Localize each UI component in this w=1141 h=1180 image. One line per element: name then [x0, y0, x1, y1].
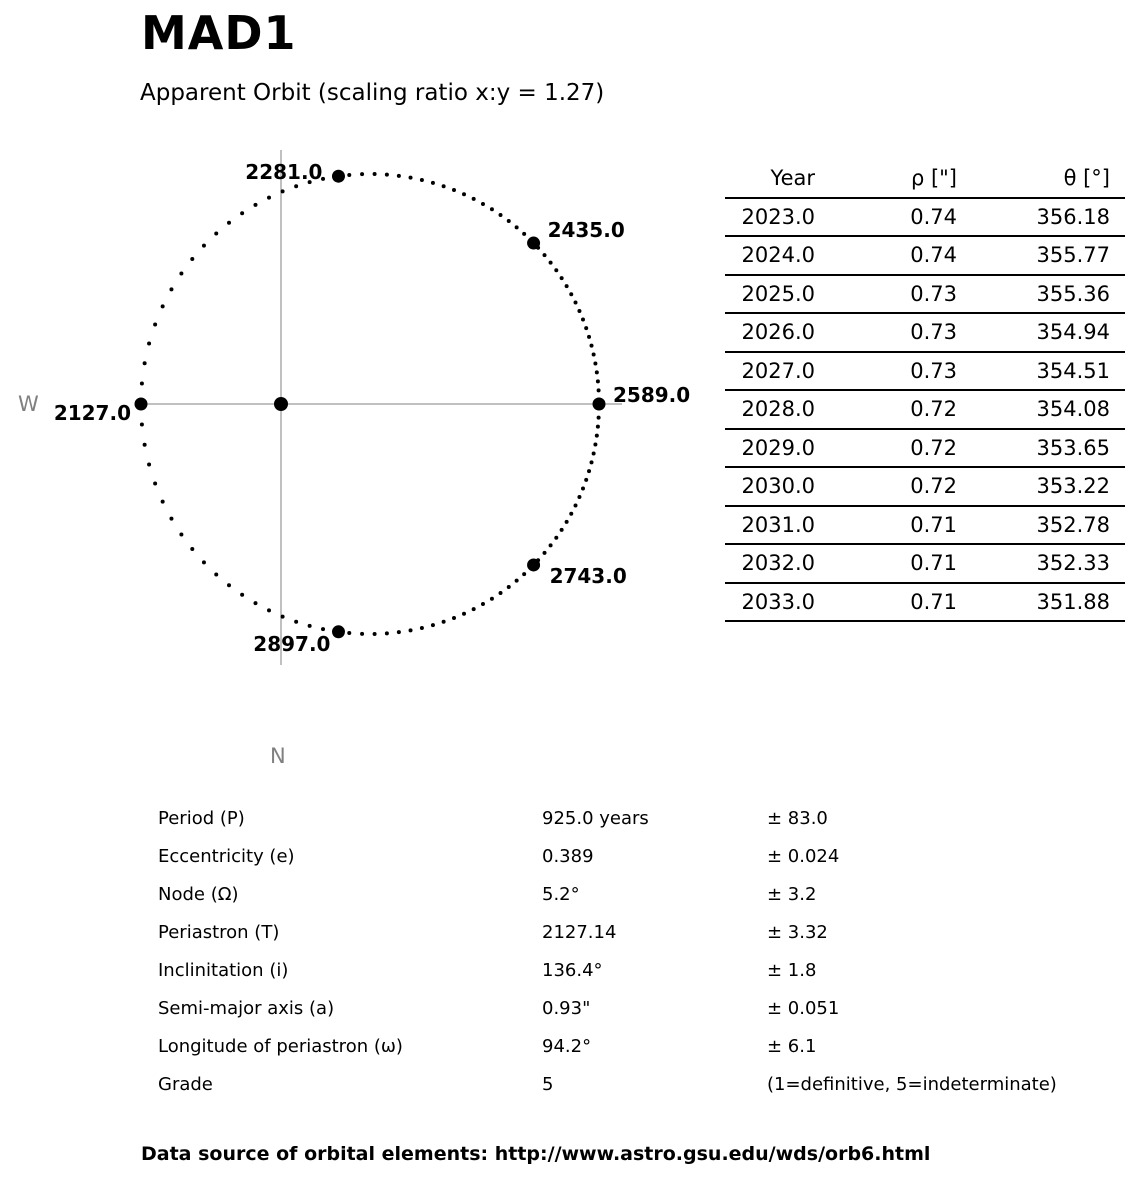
- orbit-dot: [565, 284, 569, 288]
- orbit-dot: [584, 478, 588, 482]
- orbit-dot: [140, 381, 144, 385]
- epoch-label: 2743.0: [549, 563, 627, 588]
- table-cell: 2029.0: [725, 429, 815, 468]
- epoch-dot: [135, 398, 148, 411]
- orbit-dot: [420, 178, 424, 182]
- orbit-dot: [543, 551, 547, 555]
- orbit-dot: [397, 174, 401, 178]
- epoch-dot: [527, 558, 540, 571]
- orbit-dot: [143, 361, 147, 365]
- table-row: [725, 313, 1125, 352]
- orbit-dot: [442, 184, 446, 188]
- orbit-dot: [214, 232, 218, 236]
- element-error: ± 6.1: [767, 1035, 817, 1057]
- orbit-dot: [281, 189, 285, 193]
- element-label: Eccentricity (e): [158, 845, 295, 867]
- orbit-dot: [554, 536, 558, 540]
- element-error: (1=definitive, 5=indeterminate): [767, 1073, 1057, 1095]
- orbit-dot: [592, 451, 596, 455]
- column-header-theta: θ [°]: [957, 160, 1125, 198]
- orbit-dot: [590, 344, 594, 348]
- orbit-dot: [294, 620, 298, 624]
- orbit-dot: [431, 623, 435, 627]
- table-cell: 355.36: [957, 275, 1125, 314]
- orbit-dot: [373, 172, 377, 176]
- table-cell: 354.94: [957, 313, 1125, 352]
- orbit-dot: [499, 591, 503, 595]
- orbit-dot: [161, 500, 165, 504]
- element-label: Inclinitation (i): [158, 959, 289, 981]
- orbit-dot: [214, 572, 218, 576]
- orbit-dot: [597, 416, 601, 420]
- element-value: 5.2°: [542, 883, 580, 905]
- orbit-dot: [587, 469, 591, 473]
- orbit-dot: [574, 503, 578, 507]
- element-value: 94.2°: [542, 1035, 592, 1057]
- orbit-dot: [462, 192, 466, 196]
- orbit-dot: [596, 379, 600, 383]
- orbit-dot: [515, 225, 519, 229]
- orbit-dot: [360, 172, 364, 176]
- orbital-element-row: [158, 799, 1057, 837]
- orbit-dot: [179, 532, 183, 536]
- orbit-dot: [397, 630, 401, 634]
- table-cell: 353.65: [957, 429, 1125, 468]
- ephemerides-table: [725, 160, 1125, 622]
- table-cell: 2024.0: [725, 236, 815, 275]
- orbit-dot: [267, 196, 271, 200]
- epoch-label: 2281.0: [245, 160, 323, 185]
- epoch-dot: [527, 237, 540, 250]
- element-value: 136.4°: [542, 959, 603, 981]
- orbit-dot: [569, 512, 573, 516]
- table-row: [725, 390, 1125, 429]
- orbit-dot: [592, 353, 596, 357]
- table-cell: 355.77: [957, 236, 1125, 275]
- epoch-label: 2589.0: [613, 383, 691, 407]
- orbit-dot: [543, 253, 547, 257]
- orbital-element-row: [158, 1065, 1057, 1103]
- table-cell: 354.51: [957, 352, 1125, 391]
- orbital-element-row: [158, 951, 1057, 989]
- orbit-dot: [522, 232, 526, 236]
- orbit-dot: [190, 257, 194, 261]
- element-label: Node (Ω): [158, 883, 239, 905]
- orbit-dot: [522, 572, 526, 576]
- orbit-dot: [452, 188, 456, 192]
- orbit-dot: [507, 585, 511, 589]
- table-cell: 0.73: [815, 313, 957, 352]
- element-error: ± 0.051: [767, 997, 840, 1019]
- orbit-dot: [227, 583, 231, 587]
- orbit-dot: [597, 388, 601, 392]
- orbit-dot: [179, 272, 183, 276]
- table-cell: 0.74: [815, 236, 957, 275]
- orbit-dot: [593, 361, 597, 365]
- epoch-dot: [332, 170, 345, 183]
- table-cell: 356.18: [957, 198, 1125, 237]
- orbit-dot: [153, 482, 157, 486]
- orbit-dot: [202, 244, 206, 248]
- orbit-dot: [590, 460, 594, 464]
- table-cell: 2031.0: [725, 506, 815, 545]
- table-cell: 0.71: [815, 544, 957, 583]
- table-row: [725, 275, 1125, 314]
- orbit-dot: [385, 173, 389, 177]
- orbit-dot: [452, 616, 456, 620]
- element-label: Semi-major axis (a): [158, 997, 335, 1019]
- orbital-element-row: [158, 913, 1057, 951]
- table-cell: 0.72: [815, 390, 957, 429]
- element-error: ± 1.8: [767, 959, 817, 981]
- orbit-dot: [147, 463, 151, 467]
- orbit-dot: [169, 517, 173, 521]
- table-cell: 354.08: [957, 390, 1125, 429]
- element-error: ± 0.024: [767, 845, 840, 867]
- element-label: Periastron (T): [158, 921, 280, 943]
- orbit-dot: [481, 202, 485, 206]
- page-title: MAD1: [141, 6, 297, 60]
- orbit-dot: [569, 292, 573, 296]
- table-cell: 2028.0: [725, 390, 815, 429]
- table-cell: 0.73: [815, 352, 957, 391]
- orbit-dot: [565, 520, 569, 524]
- orbit-dot: [253, 203, 257, 207]
- orbit-dot: [267, 608, 271, 612]
- orbit-dot: [577, 495, 581, 499]
- orbit-dot: [409, 628, 413, 632]
- element-label: Grade: [158, 1073, 213, 1095]
- epoch-dot: [332, 625, 345, 638]
- orbit-dot: [581, 486, 585, 490]
- orbit-dot: [499, 213, 503, 217]
- orbit-dot: [595, 370, 599, 374]
- epoch-label: 2127.0: [53, 401, 131, 425]
- element-label: Period (P): [158, 807, 245, 829]
- epoch-label: 2435.0: [547, 218, 625, 243]
- orbit-dot: [574, 301, 578, 305]
- table-row: [725, 544, 1125, 583]
- orbit-dot: [308, 624, 312, 628]
- element-value: 2127.14: [542, 921, 617, 943]
- table-cell: 2032.0: [725, 544, 815, 583]
- orbital-element-row: [158, 1027, 1057, 1065]
- orbit-dot: [595, 434, 599, 438]
- orbit-dot: [462, 612, 466, 616]
- table-cell: 2030.0: [725, 467, 815, 506]
- orbit-dot: [549, 543, 553, 547]
- orbit-dot: [153, 322, 157, 326]
- orbit-dot: [202, 560, 206, 564]
- orbital-element-row: [158, 875, 1057, 913]
- compass-west-label: W: [18, 392, 39, 416]
- table-header-row: [725, 160, 1125, 198]
- orbit-dot: [560, 528, 564, 532]
- table-cell: 0.71: [815, 506, 957, 545]
- table-cell: 0.73: [815, 275, 957, 314]
- orbit-dot: [507, 219, 511, 223]
- orbital-element-row: [158, 989, 1057, 1027]
- table-cell: 352.33: [957, 544, 1125, 583]
- orbit-dot: [481, 602, 485, 606]
- element-value: 925.0 years: [542, 807, 649, 829]
- orbit-dot: [593, 443, 597, 447]
- orbit-dot: [409, 176, 413, 180]
- orbit-dot: [169, 287, 173, 291]
- orbit-dot: [147, 341, 151, 345]
- epoch-label: 2897.0: [253, 631, 331, 656]
- orbit-dot: [587, 335, 591, 339]
- orbit-dot: [140, 423, 144, 427]
- table-row: [725, 352, 1125, 391]
- epoch-dot: [593, 398, 606, 411]
- orbit-dot: [596, 425, 600, 429]
- orbit-dot: [577, 309, 581, 313]
- orbit-dot: [281, 615, 285, 619]
- orbit-dot: [472, 607, 476, 611]
- orbit-dot: [420, 626, 424, 630]
- table-cell: 2025.0: [725, 275, 815, 314]
- table-cell: 2027.0: [725, 352, 815, 391]
- orbit-dot: [490, 597, 494, 601]
- element-value: 0.93": [542, 997, 591, 1019]
- orbit-dot: [385, 631, 389, 635]
- table-row: [725, 429, 1125, 468]
- orbit-dot: [347, 173, 351, 177]
- orbit-dot: [515, 579, 519, 583]
- table-cell: 0.74: [815, 198, 957, 237]
- table-cell: 0.72: [815, 467, 957, 506]
- orbit-dot: [472, 197, 476, 201]
- table-cell: 0.72: [815, 429, 957, 468]
- table-cell: 2023.0: [725, 198, 815, 237]
- orbit-dot: [253, 601, 257, 605]
- table-row: [725, 198, 1125, 237]
- orbital-elements-list: [158, 799, 1057, 1103]
- element-error: ± 3.2: [767, 883, 817, 905]
- table-row: [725, 506, 1125, 545]
- orbit-dot: [161, 304, 165, 308]
- table-row: [725, 467, 1125, 506]
- orbit-dot: [581, 318, 585, 322]
- orbit-dot: [347, 631, 351, 635]
- element-error: ± 83.0: [767, 807, 828, 829]
- orbit-dot: [549, 261, 553, 265]
- orbit-dot: [442, 620, 446, 624]
- table-cell: 0.71: [815, 583, 957, 622]
- orbit-dot: [431, 181, 435, 185]
- table-cell: 2033.0: [725, 583, 815, 622]
- table-cell: 351.88: [957, 583, 1125, 622]
- table-row: [725, 583, 1125, 622]
- element-error: ± 3.32: [767, 921, 828, 943]
- orbit-plot: [0, 0, 710, 790]
- orbit-dot: [240, 593, 244, 597]
- column-header-rho: ρ ["]: [815, 160, 957, 198]
- data-source-note: Data source of orbital elements: http://www.astro.gsu.edu/wds/orb6.html: [141, 1143, 931, 1165]
- table-cell: 2026.0: [725, 313, 815, 352]
- orbit-dot: [560, 276, 564, 280]
- compass-north-label: N: [270, 744, 286, 768]
- table-cell: 353.22: [957, 467, 1125, 506]
- orbit-dot: [490, 207, 494, 211]
- orbit-dot: [227, 221, 231, 225]
- orbit-dot: [294, 184, 298, 188]
- chart-subtitle: Apparent Orbit (scaling ratio x:y = 1.27): [140, 80, 605, 106]
- orbit-dot: [360, 632, 364, 636]
- column-header-year: Year: [725, 160, 815, 198]
- orbit-dot: [240, 211, 244, 215]
- orbit-dot: [554, 268, 558, 272]
- element-value: 5: [542, 1073, 554, 1095]
- orbit-dot: [373, 632, 377, 636]
- orbit-dot: [321, 627, 325, 631]
- element-label: Longitude of periastron (ω): [158, 1035, 403, 1057]
- element-value: 0.389: [542, 845, 594, 867]
- orbit-dot: [190, 547, 194, 551]
- orbit-dot: [143, 443, 147, 447]
- table-row: [725, 236, 1125, 275]
- primary-star-marker: [274, 397, 288, 411]
- orbit-dot: [584, 326, 588, 330]
- orbital-element-row: [158, 837, 1057, 875]
- table-cell: 352.78: [957, 506, 1125, 545]
